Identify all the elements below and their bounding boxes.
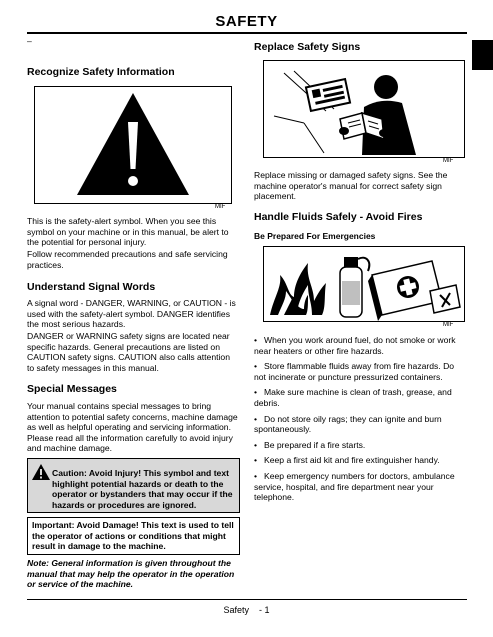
fire-and-first-aid-illustration	[264, 247, 464, 321]
footer-rule	[27, 599, 467, 600]
figure-label: MIF	[443, 322, 454, 328]
important-box	[27, 517, 240, 555]
figure-label: MIF	[215, 204, 226, 210]
important-text: Important: Avoid Damage! This text is used to tell the operator of actions or conditions that might result in damage to the machine.	[32, 520, 234, 552]
paragraph: Your manual contains special messages to bring attention to potential safety concerns, machine damage as well as helpful operating and servicing information. Please read all the information carefully to avoid injury and machine damage.	[27, 401, 238, 454]
heading-recognize: Recognize Safety Information	[27, 66, 175, 78]
caution-triangle-icon	[31, 463, 51, 481]
paragraph: Follow recommended precautions and safe servicing practices.	[27, 249, 228, 270]
paragraph: DANGER or WARNING safety signs are located near specific hazards. General precautions are listed on CAUTION safety signs. CAUTION also calls attention to safety messages in this manual.	[27, 331, 230, 373]
heading-handle-fluids: Handle Fluids Safely - Avoid Fires	[254, 211, 423, 223]
page-title: SAFETY	[215, 13, 278, 30]
figure-label: MIF	[443, 158, 454, 164]
heading-replace-signs: Replace Safety Signs	[254, 41, 361, 53]
header-rule	[27, 32, 467, 34]
page-footer: Safety - 1	[223, 605, 270, 615]
section-tab	[472, 40, 493, 70]
paragraph: A signal word - DANGER, WARNING, or CAUTION - is used with the safety-alert symbol. DANGER identifies the most serious hazards.	[27, 298, 236, 330]
caution-text: Caution: Avoid Injury! This symbol and text highlight potential hazards or death to the operator or bystanders that may occur if the hazards or procedures are ignored.	[52, 468, 233, 510]
list-item: • Store flammable fluids away from fire hazards. Do not incinerate or puncture pressurized containers.	[254, 361, 455, 382]
subheading-emergencies: Be Prepared For Emergencies	[254, 231, 376, 241]
note-text: Note: General information is given throughout the manual that may help the operator in the operation or service of the machine.	[27, 558, 235, 590]
safety-alert-icon	[35, 87, 231, 203]
replace-signs-figure	[263, 60, 465, 158]
fire-safety-list	[254, 335, 466, 508]
list-item: • Keep a first aid kit and fire extinguisher handy.	[254, 455, 440, 466]
heading-special-messages: Special Messages	[27, 383, 117, 395]
caution-box	[27, 458, 240, 513]
heading-signal-words: Understand Signal Words	[27, 281, 156, 293]
list-item: • Be prepared if a fire starts.	[254, 439, 366, 450]
dash-mark: –	[27, 36, 32, 46]
list-item: • Do not store oily rags; they can ignite and burn spontaneously.	[254, 413, 442, 435]
list-item: • When you work around fuel, do not smoke or work near heaters or other fire hazards.	[254, 335, 456, 356]
paragraph: This is the safety-alert symbol. When you see this symbol on your machine or in this manual, be alert to the potential for personal injury.	[27, 216, 229, 248]
list-item: • Make sure machine is clean of trash, grease, and debris.	[254, 387, 452, 408]
emergency-figure	[263, 246, 465, 322]
safety-alert-figure	[34, 86, 232, 204]
paragraph: Replace missing or damaged safety signs. See the machine operator's manual for correct safety sign placement.	[254, 170, 448, 202]
list-item: • Keep emergency numbers for doctors, ambulance service, hospital, and fire department near your telephone.	[254, 470, 455, 503]
person-reading-manual-illustration	[264, 61, 464, 157]
